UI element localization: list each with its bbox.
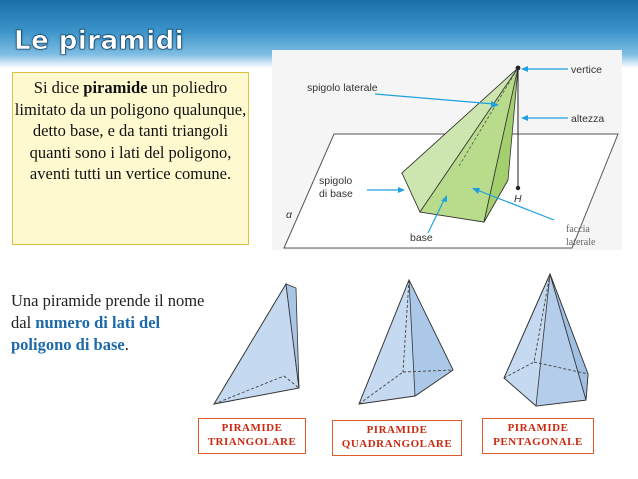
label-faccia-2: laterale — [566, 237, 596, 248]
quadrangular-pyramid-card — [345, 276, 460, 414]
intro-before: Una piramide prende il nome dal — [11, 291, 205, 332]
pentagonal-pyramid-label — [482, 418, 594, 454]
intro-highlight: numero di lati del poligono di base — [11, 313, 161, 354]
label-faccia-1: faccia — [566, 224, 590, 235]
foot-point — [516, 186, 520, 190]
label-spigolo-di-base-1: spigolo — [319, 175, 353, 187]
quadrangular-pyramid-svg — [345, 276, 460, 414]
definition-after: un poliedro limitato da un poligono qualunque, detto base, e da tanti triangoli quanti sono i lati del poligono, aventi tutti un vertice comune. — [14, 78, 247, 183]
quadrangular-pyramid-side — [409, 280, 453, 396]
triangular-label-line1: PIRAMIDE — [221, 422, 283, 434]
triangular-label-line2: TRIANGOLARE — [207, 436, 297, 448]
label-alpha: α — [286, 209, 292, 221]
label-base: base — [410, 232, 433, 244]
definition-keyword: piramide — [83, 78, 148, 97]
pentagonal-pyramid-svg — [494, 270, 596, 412]
pyramid-diagram — [272, 50, 622, 250]
triangular-pyramid-label — [198, 418, 306, 454]
label-h: H — [514, 193, 522, 205]
pyramid-diagram-svg — [272, 50, 622, 250]
label-altezza: altezza — [571, 113, 605, 125]
intro-text — [11, 290, 211, 356]
triangular-pyramid-svg — [206, 276, 304, 414]
definition-box — [12, 72, 249, 245]
label-spigolo-laterale: spigolo laterale — [307, 82, 378, 94]
quadrangular-label-line2: QUADRANGOLARE — [341, 438, 453, 450]
quadrangular-pyramid-label — [332, 420, 462, 456]
definition-before: Si dice — [33, 78, 84, 97]
pentagonal-pyramid-card — [494, 270, 596, 412]
slide-title: Le piramidi — [14, 26, 185, 56]
intro-after: . — [124, 335, 129, 354]
label-vertice: vertice — [571, 64, 602, 76]
pentagonal-label-line2: PENTAGONALE — [493, 436, 583, 448]
triangular-pyramid-card — [206, 276, 304, 414]
pentagonal-label-line1: PIRAMIDE — [507, 422, 569, 434]
quadrangular-label-line1: PIRAMIDE — [366, 424, 428, 436]
triangular-pyramid-body — [214, 284, 299, 404]
label-spigolo-di-base-2: di base — [319, 188, 353, 200]
